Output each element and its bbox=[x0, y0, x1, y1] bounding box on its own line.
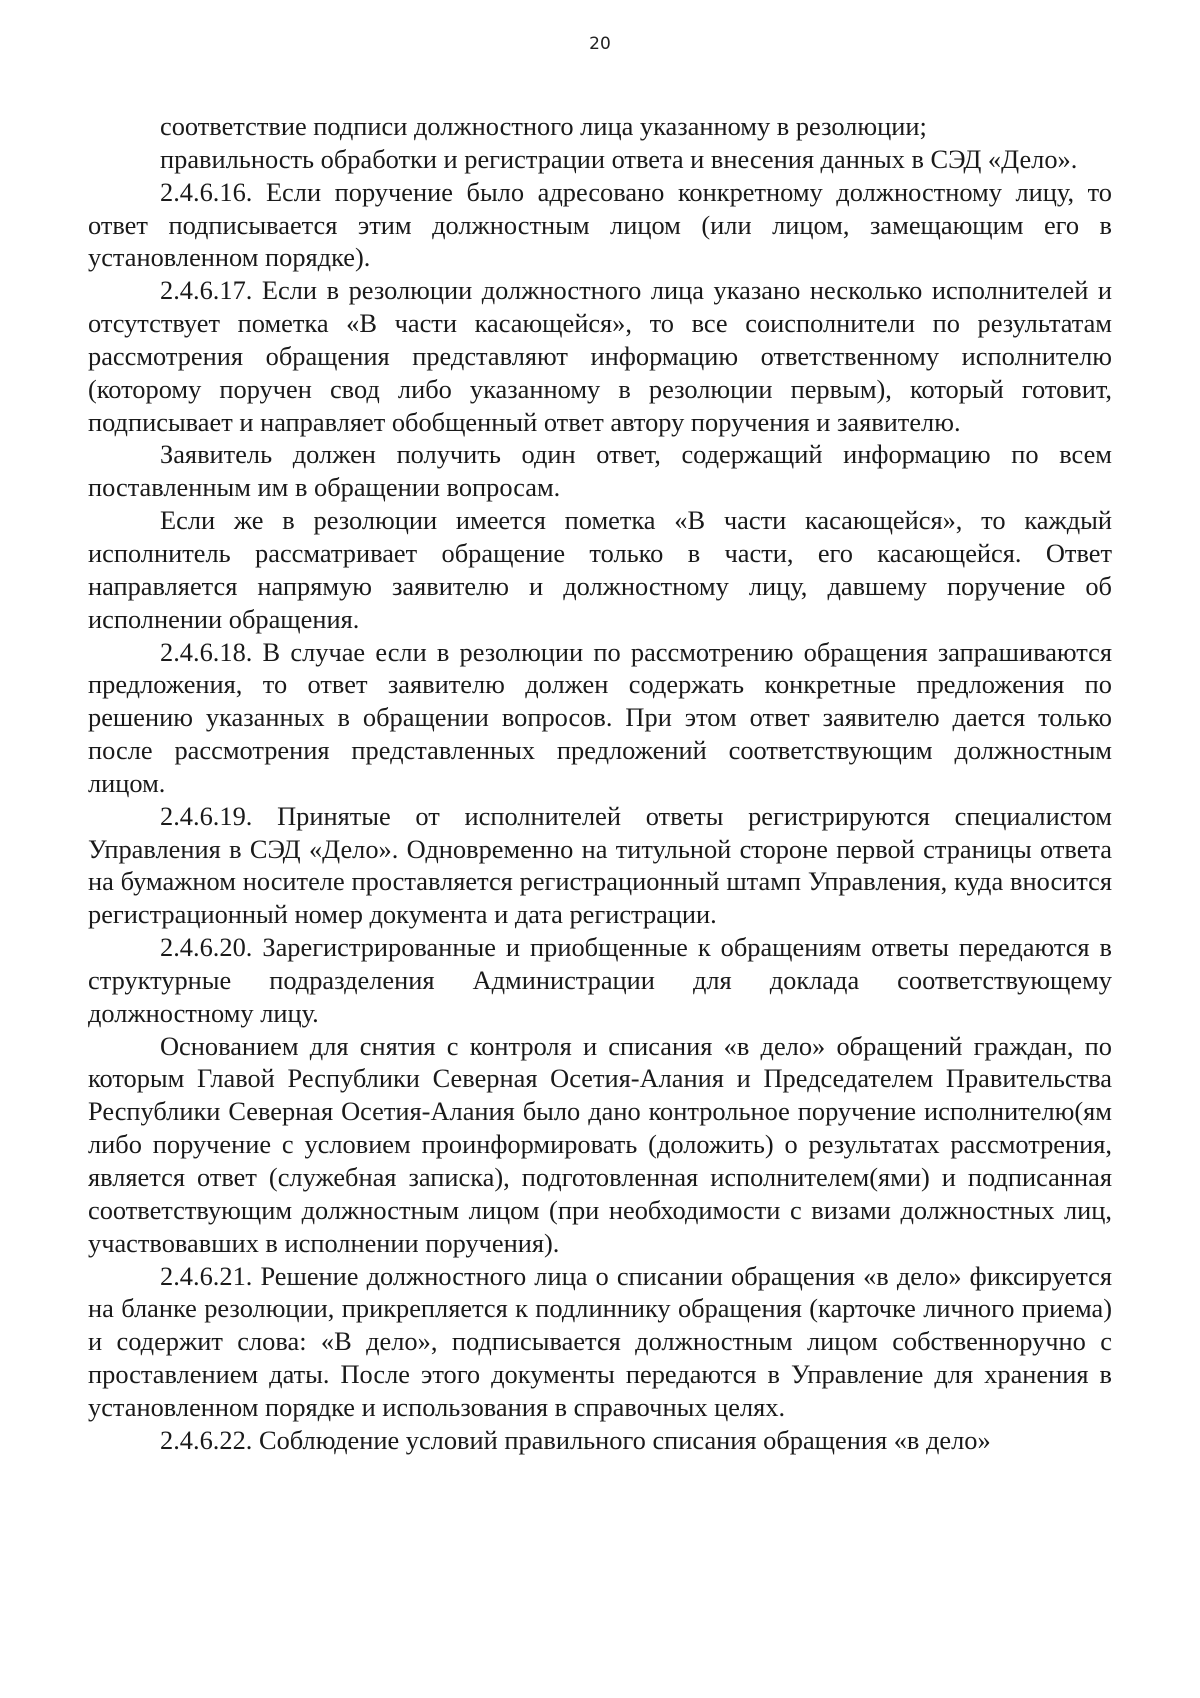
document-body bbox=[88, 110, 1112, 1457]
paragraph-2-4-6-17: 2.4.6.17. Если в резолюции должностного лица указано несколько исполнителей и отсутствует пометка «В части касающейся», то все соисполнители по результатам рассмотрения обращения представляют информацию ответственному исполнителю (которому поручен свод либо указанному в резолюции первым), который готовит, подписывает и направляет обобщенный ответ автору поручения и заявителю. bbox=[88, 275, 1112, 437]
paragraph-2-4-6-18: 2.4.6.18. В случае если в резолюции по рассмотрению обращения запрашиваются предложения, то ответ заявителю должен содержать конкретные предложения по решению указанных в обращении вопросов. При этом ответ заявителю дается только после рассмотрения представленных предложений соответствующим должностным лицом. bbox=[88, 636, 1112, 798]
paragraph-2-4-6-22: 2.4.6.22. Соблюдение условий правильного списания обращения «в дело» bbox=[160, 1424, 991, 1455]
paragraph-partial-concern: Если же в резолюции имеется пометка «В части касающейся», то каждый исполнитель рассматривает обращение только в части, его касающейся. Ответ направляется напрямую заявителю и должностному лицу, давшему поручение об исполнении обращения. bbox=[88, 505, 1112, 634]
paragraph-single-answer: Заявитель должен получить один ответ, содержащий информацию по всем поставленным им в обращении вопросам. bbox=[88, 439, 1112, 503]
paragraph-2-4-6-20: 2.4.6.20. Зарегистрированные и приобщенные к обращениям ответы передаются в структурные подразделения Администрации для доклада соответствующему должностному лицу. bbox=[88, 932, 1112, 1028]
paragraph-control-removal: Основанием для снятия с контроля и списания «в дело» обращений граждан, по которым Главой Республики Северная Осетия-Алания и Председателем Правительства Республики Северная Осетия-Алания было дано контрольное поручение исполнителю(ям либо поручение с условием проинформировать (доложить) о результатах рассмотрения, является ответ (служебная записка), подготовленная исполнителем(ями) и подписанная соответствующим должностным лицом (при необходимости с визами должностных лиц, участвовавших в исполнении поручения). bbox=[88, 1030, 1112, 1258]
paragraph-signature-check: соответствие подписи должностного лица указанному в резолюции; bbox=[160, 111, 927, 141]
paragraph-2-4-6-19: 2.4.6.19. Принятые от исполнителей ответы регистрируются специалистом Управления в СЭД «Дело». Одновременно на титульной стороне первой страницы ответа на бумажном носителе проставляется регистрационный штамп Управления, куда вносится регистрационный номер документа и дата регистрации. bbox=[88, 800, 1112, 930]
paragraph-2-4-6-16: 2.4.6.16. Если поручение было адресовано конкретному должностному лицу, то ответ подписывается этим должностным лицом (или лицом, замещающим его в установленном порядке). bbox=[88, 176, 1112, 273]
page-number: 20 bbox=[589, 34, 611, 54]
paragraph-registration-check: правильность обработки и регистрации ответа и внесения данных в СЭД «Дело». bbox=[160, 143, 1078, 174]
paragraph-2-4-6-21: 2.4.6.21. Решение должностного лица о списании обращения «в дело» фиксируется на бланке резолюции, прикрепляется к подлиннику обращения (карточке личного приема) и содержит слова: «В дело», подписывается должностным лицом собственноручно с проставлением даты. После этого документы передаются в Управление для хранения в установленном порядке и использования в справочных целях. bbox=[88, 1260, 1112, 1422]
